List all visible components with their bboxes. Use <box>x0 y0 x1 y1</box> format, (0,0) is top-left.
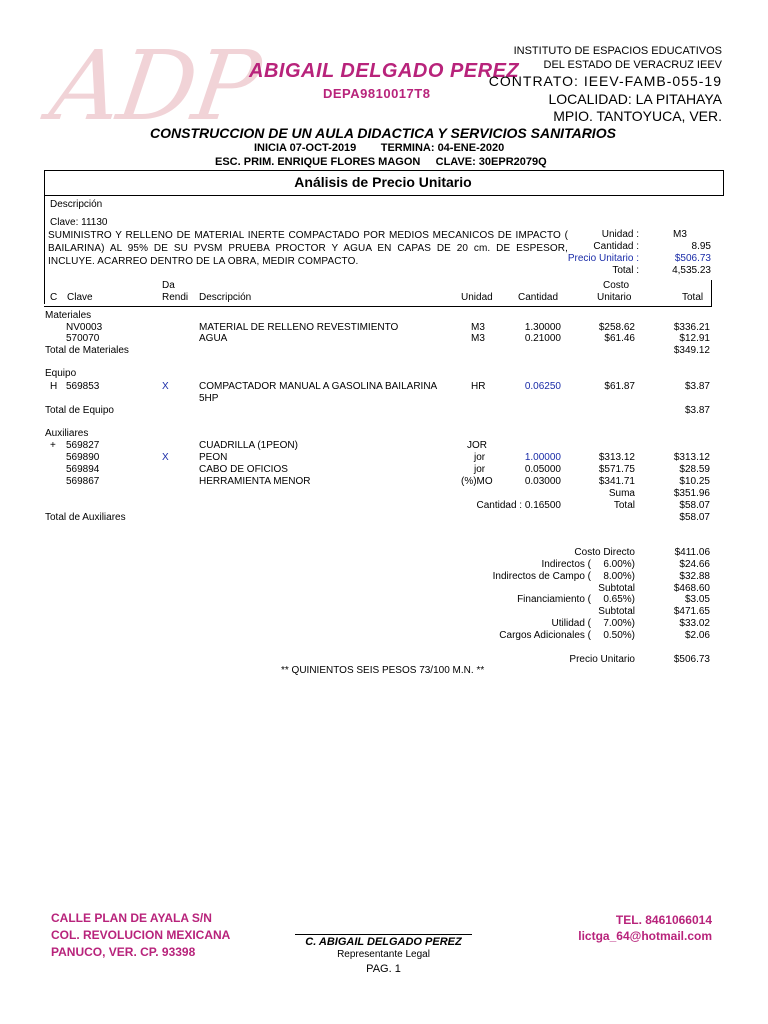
row-costo: $61.46 <box>604 333 635 344</box>
row-cantidad: 1.00000 <box>524 452 561 463</box>
institute-line-2: DEL ESTADO DE VERACRUZ IEEV <box>543 59 722 71</box>
aux-main-descripcion: CUADRILLA (1PEON) <box>199 440 298 451</box>
address-line-3: PANUCO, VER. CP. 93398 <box>51 945 196 959</box>
project-title: CONSTRUCCION DE UN AULA DIDACTICA Y SERVICIOS SANITARIOS <box>150 125 616 141</box>
unidad-value: M3 <box>673 229 687 240</box>
row-clave: 569894 <box>66 464 100 475</box>
analysis-title: Análisis de Precio Unitario <box>294 174 472 190</box>
row-costo: $571.75 <box>598 464 635 475</box>
signer-role: Representante Legal <box>337 949 430 960</box>
auxiliares-total-label: Total de Auxiliares <box>45 512 126 523</box>
row-costo: $258.62 <box>598 322 635 333</box>
final-price-label: Precio Unitario <box>569 654 635 665</box>
col-unidad: Unidad <box>461 292 493 303</box>
row-clave: 569867 <box>66 476 100 487</box>
price-in-words: ** QUINIENTOS SEIS PESOS 73/100 M.N. ** <box>281 665 485 676</box>
summary-label: Costo Directo <box>574 547 635 558</box>
summary-pct: 0.50%) <box>603 630 635 641</box>
materiales-total-label: Total de Materiales <box>45 345 129 356</box>
row-clave: 570070 <box>66 333 100 344</box>
institute-line-1: INSTITUTO DE ESPACIOS EDUCATIVOS <box>513 45 722 57</box>
unidad-label: Unidad : <box>601 229 639 240</box>
row-unidad: M3 <box>471 333 485 344</box>
row-cantidad: 0.21000 <box>524 333 561 344</box>
precio-unitario-value: $506.73 <box>674 253 711 264</box>
aux-main-clave: 569827 <box>66 440 100 451</box>
signer-name: C. ABIGAIL DELGADO PEREZ <box>305 936 462 948</box>
auxiliares-total-value: $58.07 <box>679 512 710 523</box>
row-descripcion: AGUA <box>199 333 228 344</box>
equipo-descripcion: COMPACTADOR MANUAL A GASOLINA BAILARINA <box>199 381 438 392</box>
row-unidad: (%)MO <box>461 476 493 487</box>
municipality: MPIO. TANTOYUCA, VER. <box>553 108 722 124</box>
col-cantidad: Cantidad <box>518 292 559 303</box>
equipo-total-value: $3.87 <box>684 405 710 416</box>
summary-pct: 8.00%) <box>603 571 635 582</box>
summary-label: Indirectos de Campo ( <box>492 571 591 582</box>
description-label: Descripción <box>50 199 103 210</box>
summary-label: Indirectos ( <box>541 559 591 570</box>
company-name: ABIGAIL DELGADO PEREZ <box>249 60 520 82</box>
col-descripcion: Descripción <box>199 292 252 303</box>
summary-label: Financiamiento ( <box>517 594 591 605</box>
col-total: Total <box>682 292 704 303</box>
row-clave: 569890 <box>66 452 100 463</box>
col-da: Da <box>162 280 175 291</box>
summary-value: $24.66 <box>679 559 710 570</box>
materiales-total-value: $349.12 <box>673 345 710 356</box>
row-da-mark: X <box>162 452 169 463</box>
row-unidad: jor <box>474 452 486 463</box>
row-cantidad: 1.30000 <box>524 322 561 333</box>
page-number: PAG. 1 <box>366 963 401 975</box>
equipo-total: $3.87 <box>684 381 710 392</box>
row-total: $28.59 <box>679 464 710 475</box>
summary-pct: 6.00%) <box>603 559 635 570</box>
clave-line: Clave: 11130 <box>50 217 108 228</box>
contract-number: CONTRATO: IEEV-FAMB-055-19 <box>488 73 722 89</box>
row-cantidad: 0.03000 <box>524 476 561 487</box>
summary-value: $32.88 <box>679 571 710 582</box>
total-value: 4,535.23 <box>672 265 711 276</box>
equipo-descripcion-2: 5HP <box>199 393 219 404</box>
equipo-cantidad: 0.06250 <box>524 381 561 392</box>
summary-value: $411.06 <box>674 547 710 558</box>
precio-unitario-label: Precio Unitario : <box>567 253 639 264</box>
row-descripcion: MATERIAL DE RELLENO REVESTIMIENTO <box>199 322 399 333</box>
summary-value: $33.02 <box>679 618 710 629</box>
col-costo: Costo <box>603 280 630 291</box>
summary-pct: 7.00%) <box>603 618 635 629</box>
address-line-2: COL. REVOLUCION MEXICANA <box>51 928 231 942</box>
aux-main-unidad: JOR <box>467 440 487 451</box>
equipo-da-mark: X <box>162 381 169 392</box>
equipo-costo: $61.87 <box>604 381 635 392</box>
summary-value: $2.06 <box>684 630 710 641</box>
row-descripcion: HERRAMIENTA MENOR <box>199 476 311 487</box>
header-rule <box>44 306 712 307</box>
summary-label: Subtotal <box>598 583 635 594</box>
signature-line <box>295 934 472 935</box>
summary-pct: 0.65%) <box>603 594 635 605</box>
cantidad-label: Cantidad : <box>593 241 639 252</box>
aux-subtotal-value: $58.07 <box>679 500 710 511</box>
equipo-total-label: Total de Equipo <box>45 405 114 416</box>
aux-subtotal-label: Total <box>613 500 635 511</box>
school-info: ESC. PRIM. ENRIQUE FLORES MAGON CLAVE: 30EPR2079Q <box>215 156 547 168</box>
equipo-unidad: HR <box>471 381 486 392</box>
row-costo: $313.12 <box>598 452 635 463</box>
row-descripcion: CABO DE OFICIOS <box>199 464 288 475</box>
adp-logo: ADP <box>44 30 265 142</box>
section-auxiliares: Auxiliares <box>45 428 89 439</box>
summary-value: $468.60 <box>673 583 710 594</box>
address-line-1: CALLE PLAN DE AYALA S/N <box>51 911 212 925</box>
row-total: $313.12 <box>673 452 710 463</box>
row-costo: $341.71 <box>598 476 635 487</box>
row-total: $336.21 <box>673 322 710 333</box>
col-unitario: Unitario <box>597 292 632 303</box>
summary-value: $3.05 <box>684 594 710 605</box>
concept-description: SUMINISTRO Y RELLENO DE MATERIAL INERTE COMPACTADO POR MEDIOS MECANICOS DE IMPACTO ( BAILARINA) AL 95% DE SU PVSM PRUEBA PROCTOR Y AGUA EN CAPAS DE 20 cm. DE ESPESOR, INCLUYE. ACARREO DENTRO DE LA OBRA, MEDIR COMPACTO. <box>48 230 568 267</box>
section-equipo: Equipo <box>45 368 77 379</box>
aux-suma-label: Suma <box>608 488 635 499</box>
equipo-clave: 569853 <box>66 381 100 392</box>
section-materiales: Materiales <box>45 310 92 321</box>
col-rendi: Rendi <box>162 292 189 303</box>
equipo-c: H <box>50 381 58 392</box>
company-rfc: DEPA9810017T8 <box>323 86 431 101</box>
col-c: C <box>50 292 58 303</box>
final-price-value: $506.73 <box>673 654 710 665</box>
row-unidad: M3 <box>471 322 485 333</box>
col-clave: Clave <box>67 292 93 303</box>
summary-label: Subtotal <box>598 606 635 617</box>
row-total: $12.91 <box>679 333 710 344</box>
summary-value: $471.65 <box>673 606 710 617</box>
cantidad-value: 8.95 <box>691 241 711 252</box>
left-border <box>44 194 45 304</box>
locality: LOCALIDAD: LA PITAHAYA <box>548 91 722 107</box>
row-unidad: jor <box>474 464 486 475</box>
row-total: $10.25 <box>679 476 710 487</box>
aux-cantidad-line: Cantidad : 0.16500 <box>476 500 561 511</box>
aux-suma-value: $351.96 <box>673 488 710 499</box>
right-border <box>711 280 712 306</box>
row-cantidad: 0.05000 <box>524 464 561 475</box>
row-clave: NV0003 <box>66 322 103 333</box>
total-label: Total : <box>612 265 639 276</box>
aux-main-c: + <box>50 440 56 451</box>
project-dates: INICIA 07-OCT-2019 TERMINA: 04-ENE-2020 <box>254 142 505 154</box>
summary-label: Cargos Adicionales ( <box>499 630 591 641</box>
email: lictga_64@hotmail.com <box>578 929 712 943</box>
summary-label: Utilidad ( <box>551 618 591 629</box>
phone: TEL. 8461066014 <box>615 913 712 927</box>
row-descripcion: PEON <box>199 452 228 463</box>
